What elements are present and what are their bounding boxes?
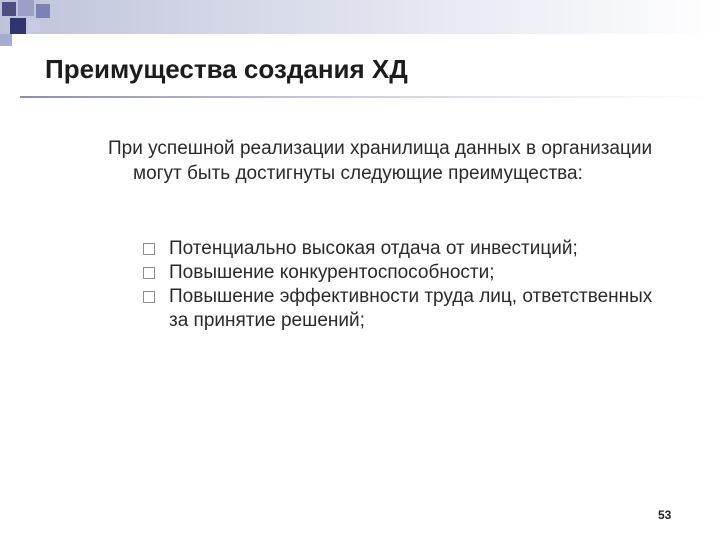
list-item-text: Повышение конкурентоспособности; (169, 262, 495, 283)
checkbox-square-icon (143, 243, 155, 255)
page-number: 53 (658, 508, 672, 522)
decorative-squares-icon (0, 0, 60, 50)
page-title: Преимущества создания ХД (45, 54, 408, 84)
checkbox-square-icon (143, 267, 155, 279)
title-divider (20, 96, 720, 98)
intro-paragraph: При успешной реализации хранилища данных в организации могут быть достигнуты следующие преимущества: (108, 138, 653, 184)
list-item-text: Потенциально высокая отдача от инвестиций; (169, 238, 578, 259)
checkbox-square-icon (143, 291, 155, 303)
top-decorative-band (0, 0, 720, 34)
list-item (143, 261, 663, 285)
benefits-list (143, 237, 663, 333)
list-item (143, 285, 663, 333)
list-item-text: Повышение эффективности труда лиц, ответственных за принятие решений; (169, 286, 653, 331)
list-item (143, 237, 663, 261)
